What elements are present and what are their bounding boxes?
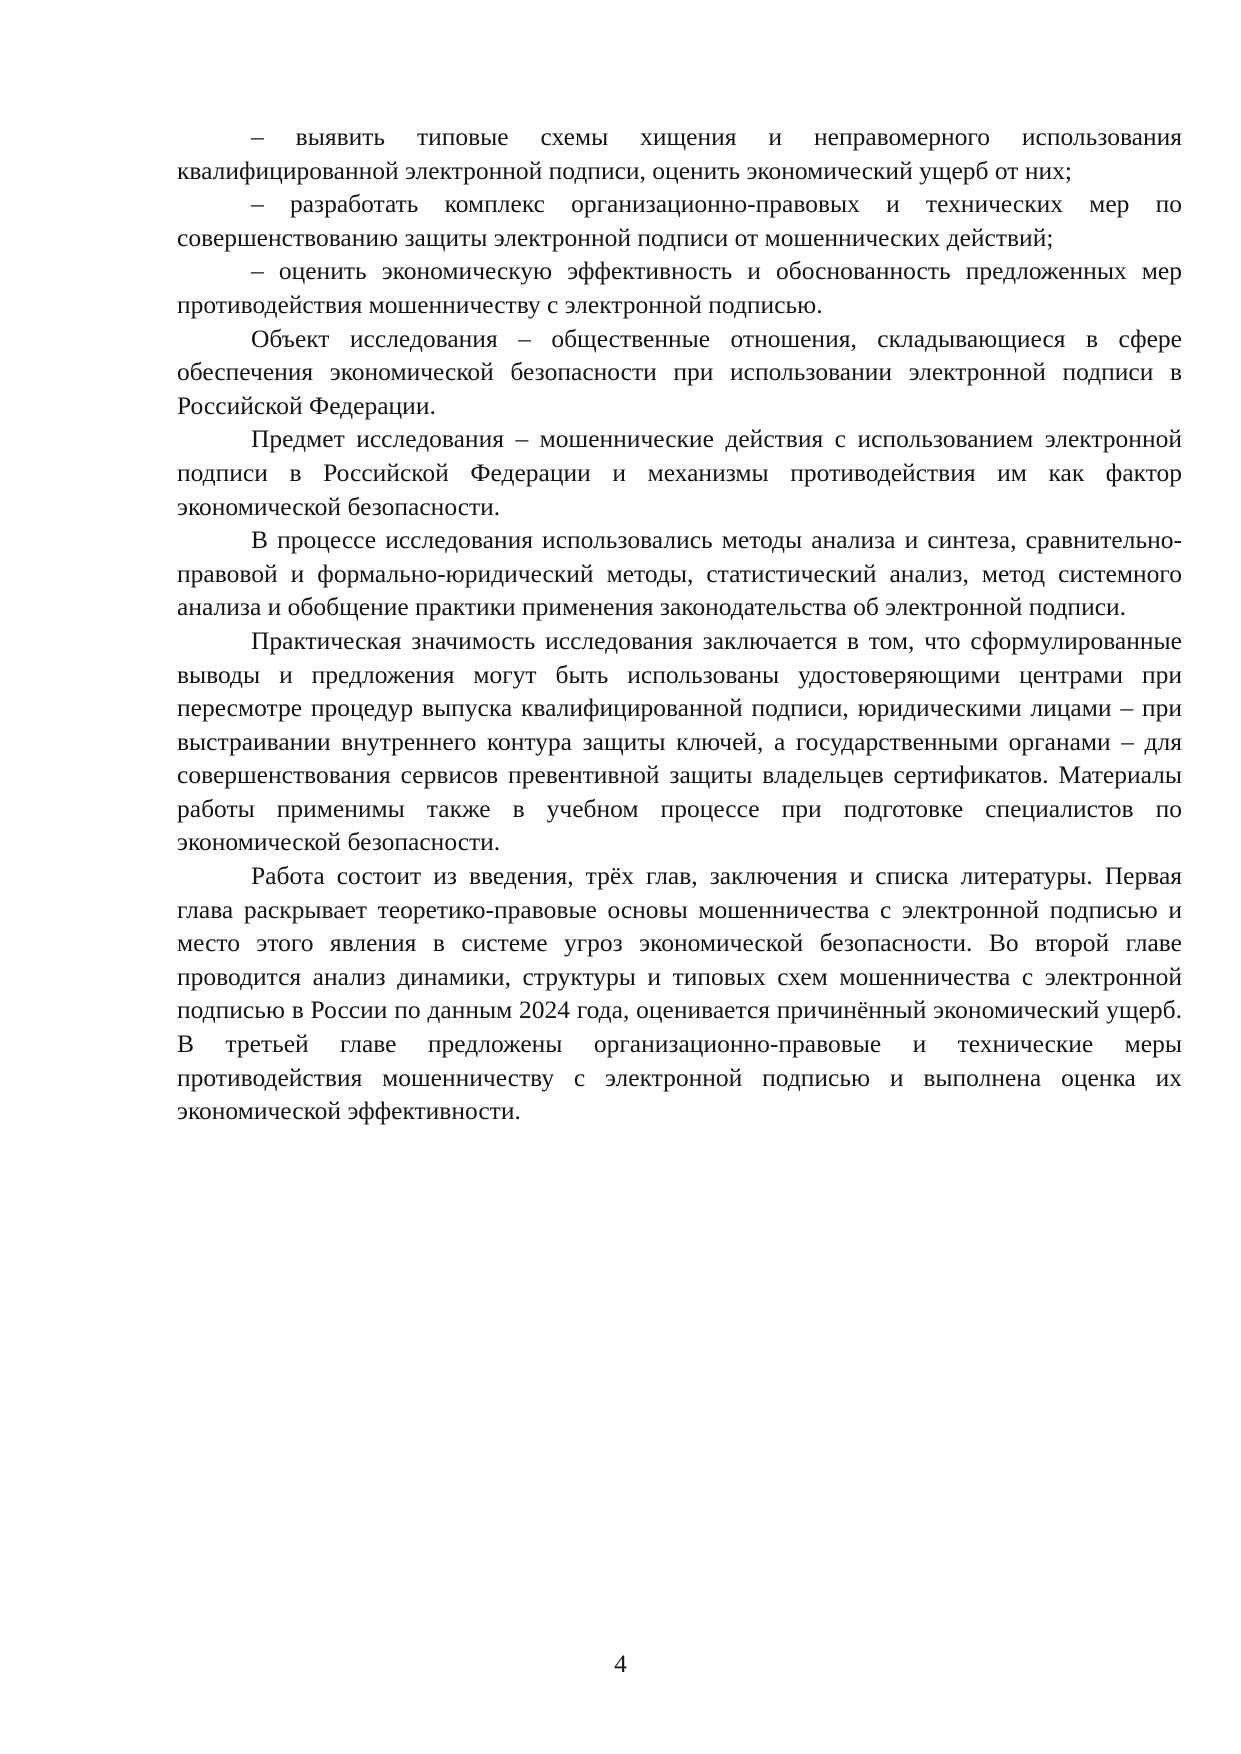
paragraph-practical-significance: Практическая значимость исследования заключается в том, что сформулированные выводы и предложения могут быть использованы удостоверяющими центрами при пересмотре процедур выпуска квалифицированной подписи, юридическими лицами – при выстраивании внутреннего контура защиты ключей, а государственными органами – для совершенствования сервисов превентивной защиты владельцев сертификатов. Материалы работы применимы также в учебном процессе при подготовке специалистов по экономической безопасности.	[177, 625, 1182, 857]
paragraph-work-structure: Работа состоит из введения, трёх глав, заключения и списка литературы. Первая глава раскрывает теоретико-правовые основы мошенничества с электронной подписью и место этого явления в системе угроз экономической безопасности. Во второй главе проводится анализ динамики, структуры и типовых схем мошенничества с электронной подписью в России по данным 2024 года, оценивается причинённый экономический ущерб. В третьей главе предложены организационно-правовые и технические меры противодействия мошенничеству с электронной подписью и выполнена оценка их экономической эффективности.	[177, 861, 1182, 1126]
paragraph-task-develop-measures: – разработать комплекс организационно-правовых и технических мер по совершенствованию защиты электронной подписи от мошеннических действий;	[177, 189, 1182, 252]
paragraph-research-methods: В процессе исследования использовались методы анализа и синтеза, сравнительно-правовой и формально-юридический методы, статистический анализ, метод системного анализа и обобщение практики применения законодательства об электронной подписи.	[177, 525, 1182, 622]
paragraph-research-subject: Предмет исследования – мошеннические действия с использованием электронной подписи в Российской Федерации и механизмы противодействия им как фактор экономической безопасности.	[177, 424, 1182, 521]
paragraph-task-evaluate-efficiency: – оценить экономическую эффективность и обоснованность предложенных мер противодействия мошенничеству с электронной подписью.	[177, 256, 1182, 319]
paragraph-research-object: Объект исследования – общественные отношения, складывающиеся в сфере обеспечения экономической безопасности при использовании электронной подписи в Российской Федерации.	[177, 323, 1182, 420]
paragraph-task-identify-schemes: – выявить типовые схемы хищения и неправомерного использования квалифицированной электронной подписи, оценить экономический ущерб от них;	[177, 122, 1182, 185]
page-number: 4	[614, 1649, 627, 1678]
body-text	[177, 120, 1182, 1128]
